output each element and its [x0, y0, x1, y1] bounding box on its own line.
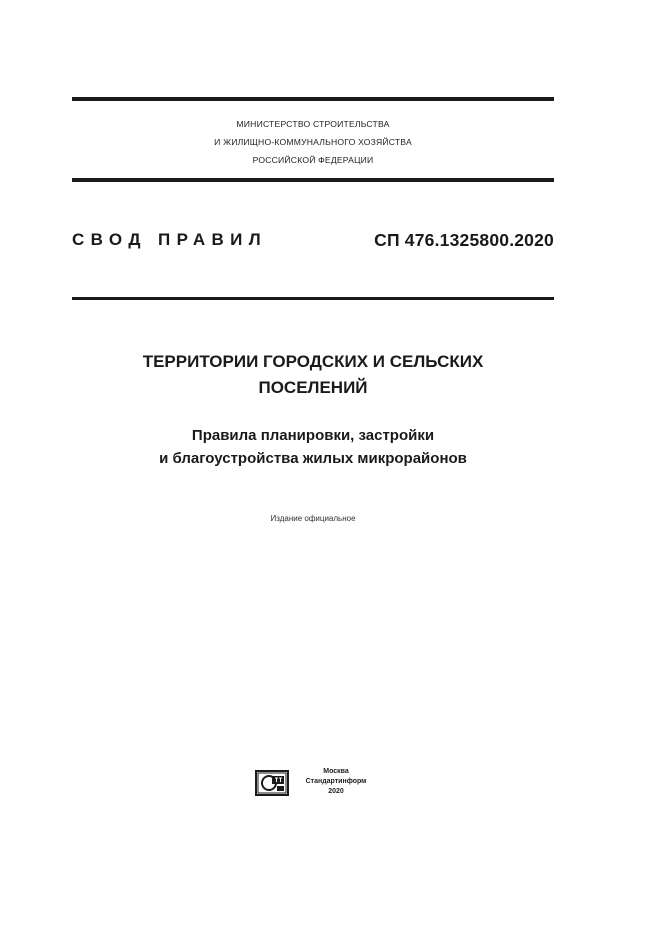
ministry-header [72, 115, 554, 169]
document-number: СП 476.1325800.2020 [374, 230, 554, 250]
middle-rule [72, 178, 554, 182]
subtitle-line-2: и благоустройства жилых микрорайонов [159, 450, 467, 467]
code-row [72, 230, 554, 256]
document-subtitle [72, 424, 554, 470]
document-title [72, 349, 554, 401]
top-rule [72, 97, 554, 101]
ministry-line-1: МИНИСТЕРСТВО СТРОИТЕЛЬСТВА [236, 119, 390, 129]
publisher-name: Стандартинформ [305, 778, 367, 785]
subtitle-line-1: Правила планировки, застройки [191, 427, 435, 444]
code-set-label: СВОД ПРАВИЛ [72, 230, 268, 249]
publisher-year: 2020 [328, 788, 344, 795]
lower-rule [72, 297, 554, 300]
standartinform-logo-icon [255, 770, 289, 796]
title-line-2: ПОСЕЛЕНИЙ [258, 378, 368, 397]
publisher-city: Москва [323, 768, 349, 775]
edition-label: Издание официальное [270, 514, 356, 523]
ministry-line-3: РОССИЙСКОЙ ФЕДЕРАЦИИ [252, 155, 374, 165]
ministry-line-2: И ЖИЛИЩНО-КОММУНАЛЬНОГО ХОЗЯЙСТВА [214, 137, 412, 147]
publisher-block [296, 767, 376, 797]
title-line-1: ТЕРРИТОРИИ ГОРОДСКИХ И СЕЛЬСКИХ [142, 352, 484, 371]
